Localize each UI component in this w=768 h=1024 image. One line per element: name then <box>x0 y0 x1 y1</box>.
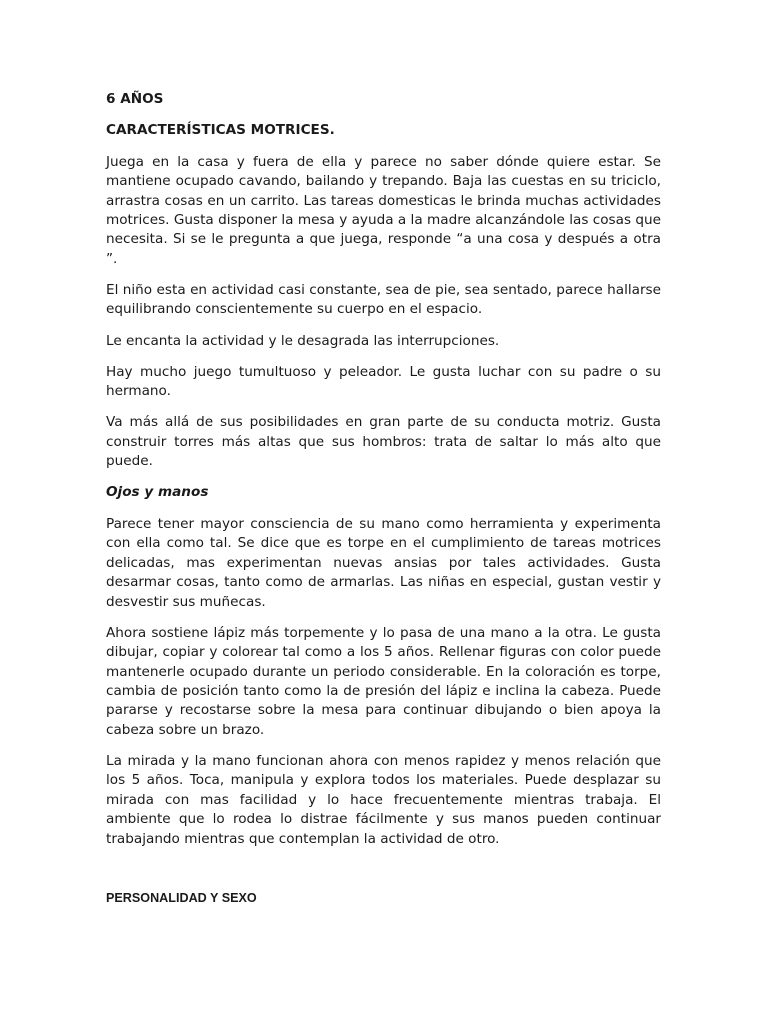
eyes-hands-paragraph: La mirada y la mano funcionan ahora con menos rapidez y menos relación que los 5 años. Toca, manipula y explora todos los materiales. Puede desplazar su mirada con mas facilidad y lo hace frecuentemente mientras trabaja. El ambiente que lo rodea lo distrae fácilmente y sus manos pueden continuar trabajando mientras que contemplan la actividad de otro. <box>106 752 661 847</box>
motor-paragraph: El niño esta en actividad casi constante, sea de pie, sea sentado, parece hallarse equilibrando conscientemente su cuerpo en el espacio. <box>106 282 661 318</box>
eyes-hands-heading: Ojos y manos <box>106 484 209 501</box>
motor-paragraph: Hay mucho juego tumultuoso y peleador. Le gusta luchar con su padre o su hermano. <box>106 363 661 400</box>
age-heading: 6 AÑOS <box>106 91 164 107</box>
eyes-hands-paragraph: Parece tener mayor consciencia de su mano como herramienta y experimenta con ella como tal. Se dice que es torpe en el cumplimiento de tareas motrices delicadas, mas experimentan nuevas ansias por tales actividades. Gusta desarmar cosas, tanto como de armarlas. Las niñas en especial, gustan vestir y desvestir sus muñecas. <box>106 515 661 610</box>
motor-paragraph: Va más allá de sus posibilidades en gran parte de su conducta motriz. Gusta construir torres más altas que sus hombros: trata de saltar lo más alto que puede. <box>106 414 661 470</box>
personality-heading: PERSONALIDAD Y SEXO <box>106 890 257 905</box>
document-body <box>106 90 661 921</box>
eyes-hands-paragraph: Ahora sostiene lápiz más torpemente y lo pasa de una mano a la otra. Le gusta dibujar, copiar y colorear tal como a los 5 años. Rellenar figuras con color puede mantenerle ocupado durante un periodo considerable. En la coloración es torpe, cambia de posición tanto como la de presión del lápiz e inclina la cabeza. Puede pararse y recostarse sobre la mesa para continuar dibujando o bien apoya la cabeza sobre un brazo. <box>106 624 661 738</box>
motor-paragraph: Juega en la casa y fuera de ella y parece no saber dónde quiere estar. Se mantiene ocupado cavando, bailando y trepando. Baja las cuestas en su triciclo, arrastra cosas en un carrito. Las tareas domesticas le brinda muchas actividades motrices. Gusta disponer la mesa y ayuda a la madre alcanzándole las cosas que necesita. Si se le pregunta a que juega, responde “a una cosa y después a otra ”. <box>106 153 661 267</box>
motor-paragraph: Le encanta la actividad y le desagrada las interrupciones. <box>106 332 500 349</box>
motor-characteristics-heading: CARACTERÍSTICAS MOTRICES. <box>106 122 335 139</box>
